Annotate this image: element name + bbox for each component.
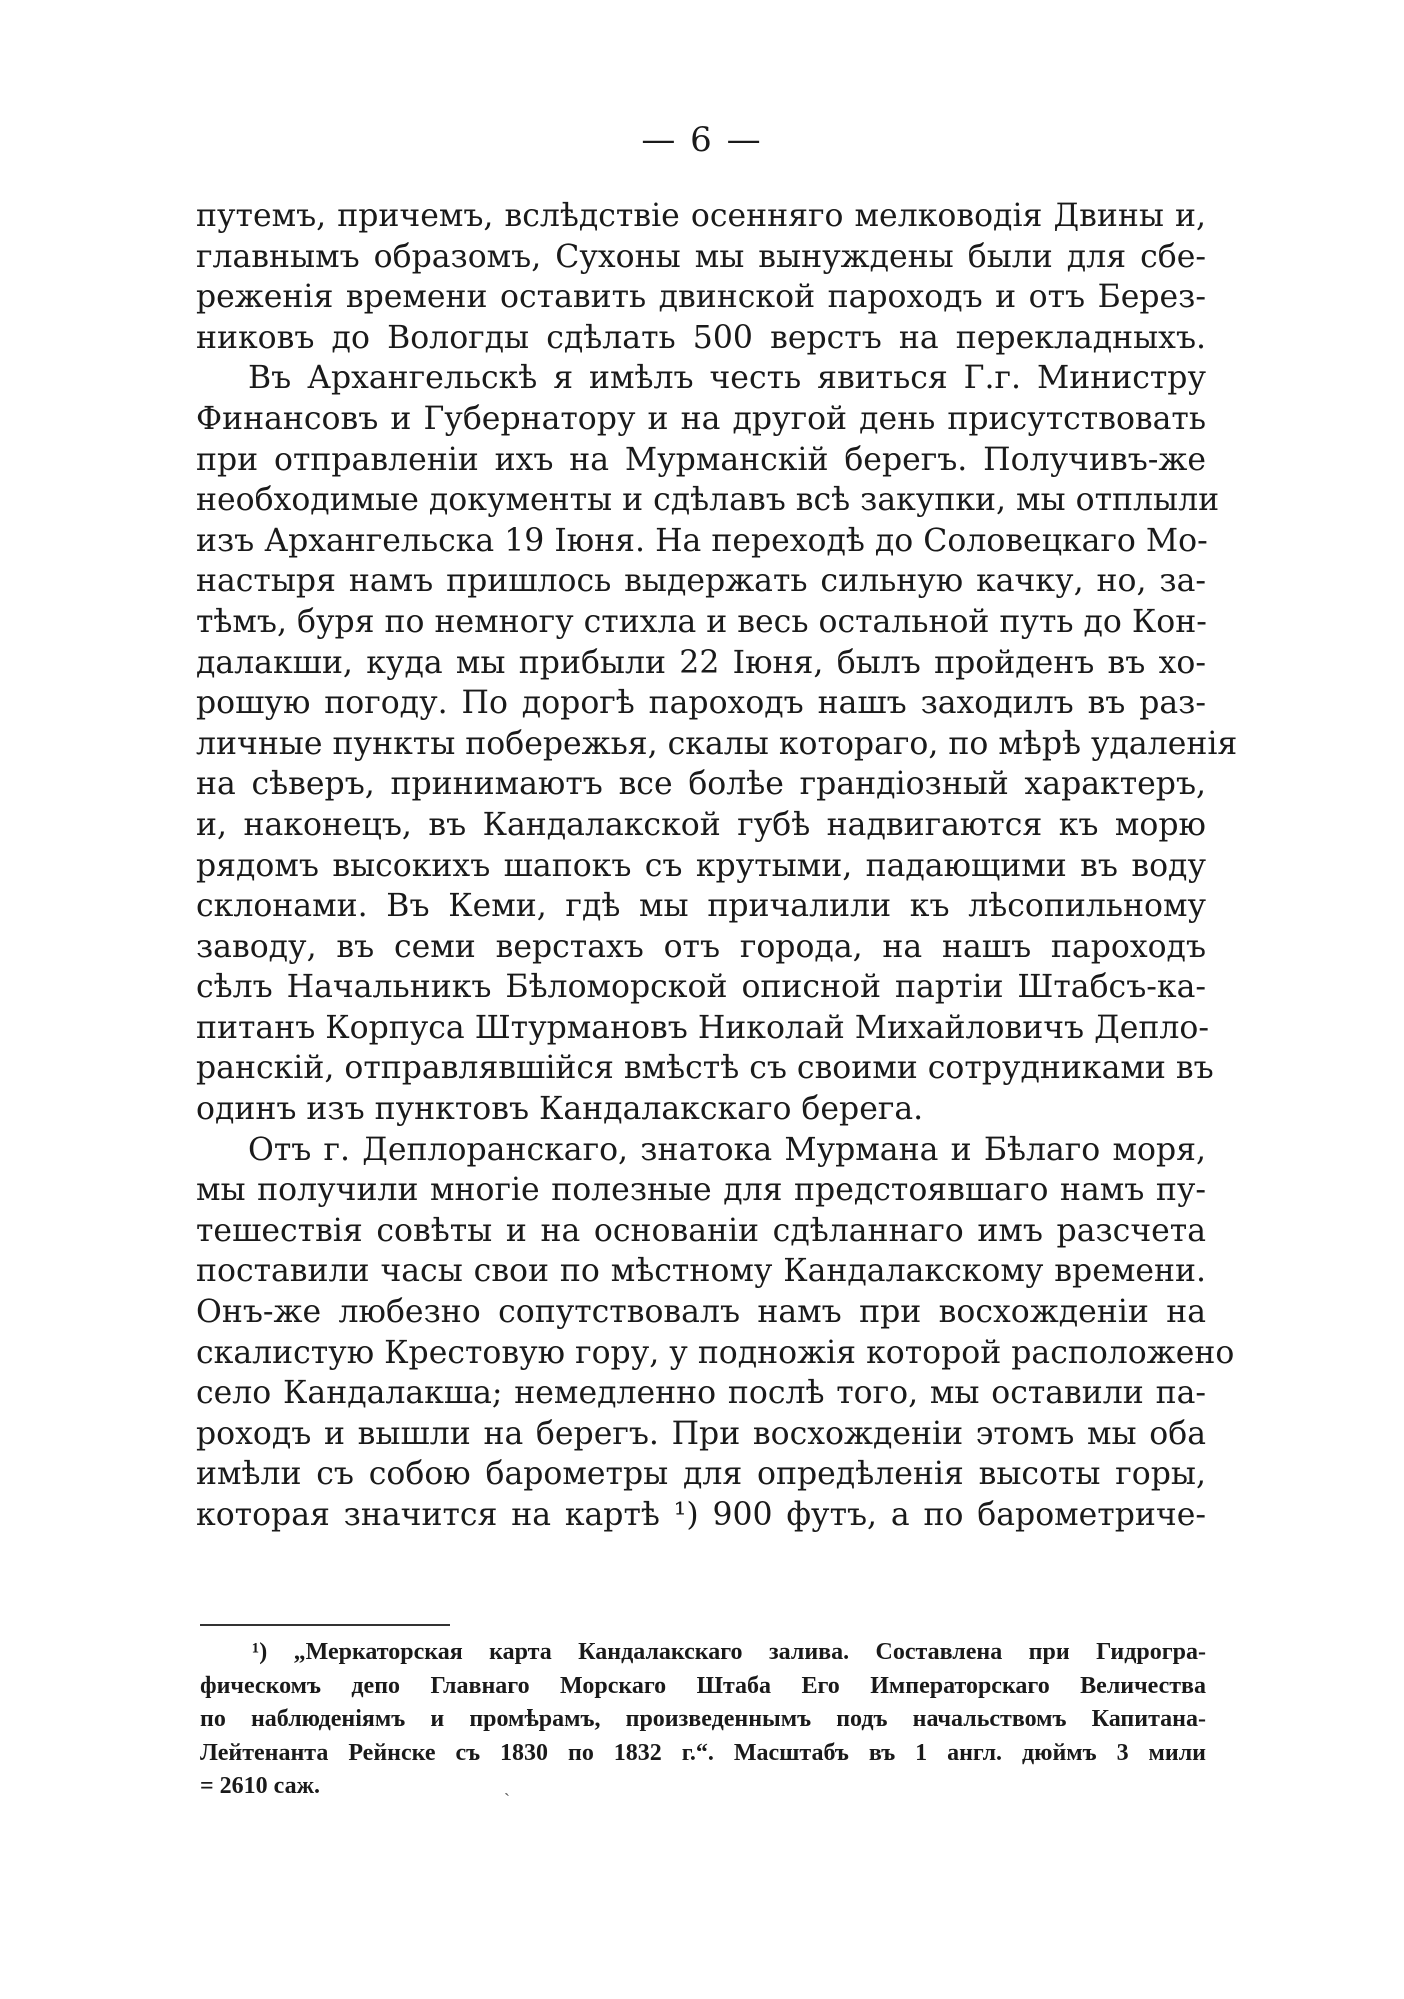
text-line: склонами. Въ Кеми, гдѣ мы причалили къ лѣсопильному — [196, 888, 1206, 925]
text-line: необходимые документы и сдѣлавъ всѣ закупки, мы отплыли — [196, 482, 1220, 519]
text-line: мы получили многіе полезные для предстоявшаго намъ пу- — [196, 1172, 1206, 1209]
text-line: личные пункты побережья, скалы котораго, по мѣрѣ удаленія — [196, 725, 1238, 762]
text-line: тѣмъ, буря по немногу стихла и весь остальной путь до Кон- — [196, 603, 1207, 640]
text-line: Финансовъ и Губернатору и на другой день присутствовать — [196, 400, 1206, 437]
text-line: одинъ изъ пунктовъ Кандалакскаго берега. — [196, 1091, 924, 1128]
text-line: Въ Архангельскѣ я имѣлъ честь явиться Г.г. Министру — [248, 360, 1206, 397]
text-line: на сѣверъ, принимаютъ все болѣе грандіозный характеръ, — [196, 766, 1206, 803]
text-line: которая значится на картѣ ¹) 900 футъ, а по барометриче- — [196, 1497, 1206, 1533]
text-line: поставили часы свои по мѣстному Кандалакскому времени. — [196, 1253, 1206, 1290]
text-line: главнымъ образомъ, Сухоны мы вынуждены были для сбе- — [196, 238, 1206, 275]
text-line: и, наконецъ, въ Кандалакской губѣ надвигаются къ морю — [196, 806, 1206, 843]
text-line: изъ Архангельска 19 Іюня. На переходѣ до Соловецкаго Мо- — [196, 522, 1208, 559]
text-line: Отъ г. Деплоранскаго, знатока Мурмана и Бѣлаго моря, — [248, 1131, 1206, 1168]
footnote-divider — [200, 1624, 450, 1626]
scan-artifact: ˏ — [504, 1776, 510, 1797]
text-line: сѣлъ Начальникъ Бѣломорской описной партіи Штабсъ-ка- — [196, 969, 1206, 1006]
text-line: питанъ Корпуса Штурмановъ Николай Михайловичъ Депло- — [196, 1009, 1209, 1046]
text-line: скалистую Крестовую гору, у подножія которой расположено — [196, 1334, 1235, 1371]
text-line: имѣли съ собою барометры для опредѣленія высоты горы, — [196, 1456, 1206, 1493]
text-line: настыря намъ пришлось выдержать сильную качку, но, за- — [196, 563, 1206, 600]
footnote-line: по наблюденіямъ и промѣрамъ, произведеннымъ подъ начальствомъ Капитана- — [200, 1706, 1206, 1732]
footnote-line: Лейтенанта Рейнске съ 1830 по 1832 г.“. Масштабъ въ 1 англ. дюймъ 3 мили — [200, 1739, 1206, 1766]
footnote — [200, 1636, 1206, 1804]
text-line: далакши, куда мы прибыли 22 Іюня, былъ пройденъ въ хо- — [196, 644, 1206, 681]
footnote-line: фическомъ депо Главнаго Морскаго Штаба Его Императорскаго Величества — [200, 1672, 1206, 1699]
text-line: никовъ до Вологды сдѣлать 500 верстъ на перекладныхъ. — [196, 319, 1206, 356]
text-line: путемъ, причемъ, вслѣдствіе осенняго мелководія Двины и, — [196, 198, 1206, 234]
text-line: рядомъ высокихъ шапокъ съ крутыми, падающими въ воду — [196, 847, 1206, 884]
footnote-line: ¹) „Меркаторская карта Кандалакскаго залива. Составлена при Гидрогра- — [252, 1639, 1206, 1665]
text-line: роходъ и вышли на берегъ. При восхожденіи этомъ мы оба — [196, 1415, 1206, 1452]
text-line: Онъ-же любезно сопутствовалъ намъ при восхожденіи на — [196, 1294, 1206, 1331]
text-line: реженія времени оставить двинской пароходъ и отъ Берез- — [196, 279, 1206, 316]
footnote-line: = 2610 саж. — [200, 1773, 321, 1799]
text-line: рошую погоду. По дорогѣ пароходъ нашъ заходилъ въ раз- — [196, 685, 1206, 722]
text-line: ранскій, отправлявшійся вмѣстѣ съ своими сотрудниками въ — [196, 1050, 1214, 1087]
text-line: тешествія совѣты и на основаніи сдѣланнаго имъ разсчета — [196, 1212, 1206, 1249]
text-line: село Кандалакша; немедленно послѣ того, мы оставили па- — [196, 1375, 1206, 1412]
text-line: заводу, въ семи верстахъ отъ города, на нашъ пароходъ — [196, 928, 1206, 965]
text-line: при отправленіи ихъ на Мурманскій берегъ. Получивъ-же — [196, 441, 1206, 478]
page-number: — 6 — — [641, 120, 763, 160]
body-text — [196, 196, 1238, 1536]
